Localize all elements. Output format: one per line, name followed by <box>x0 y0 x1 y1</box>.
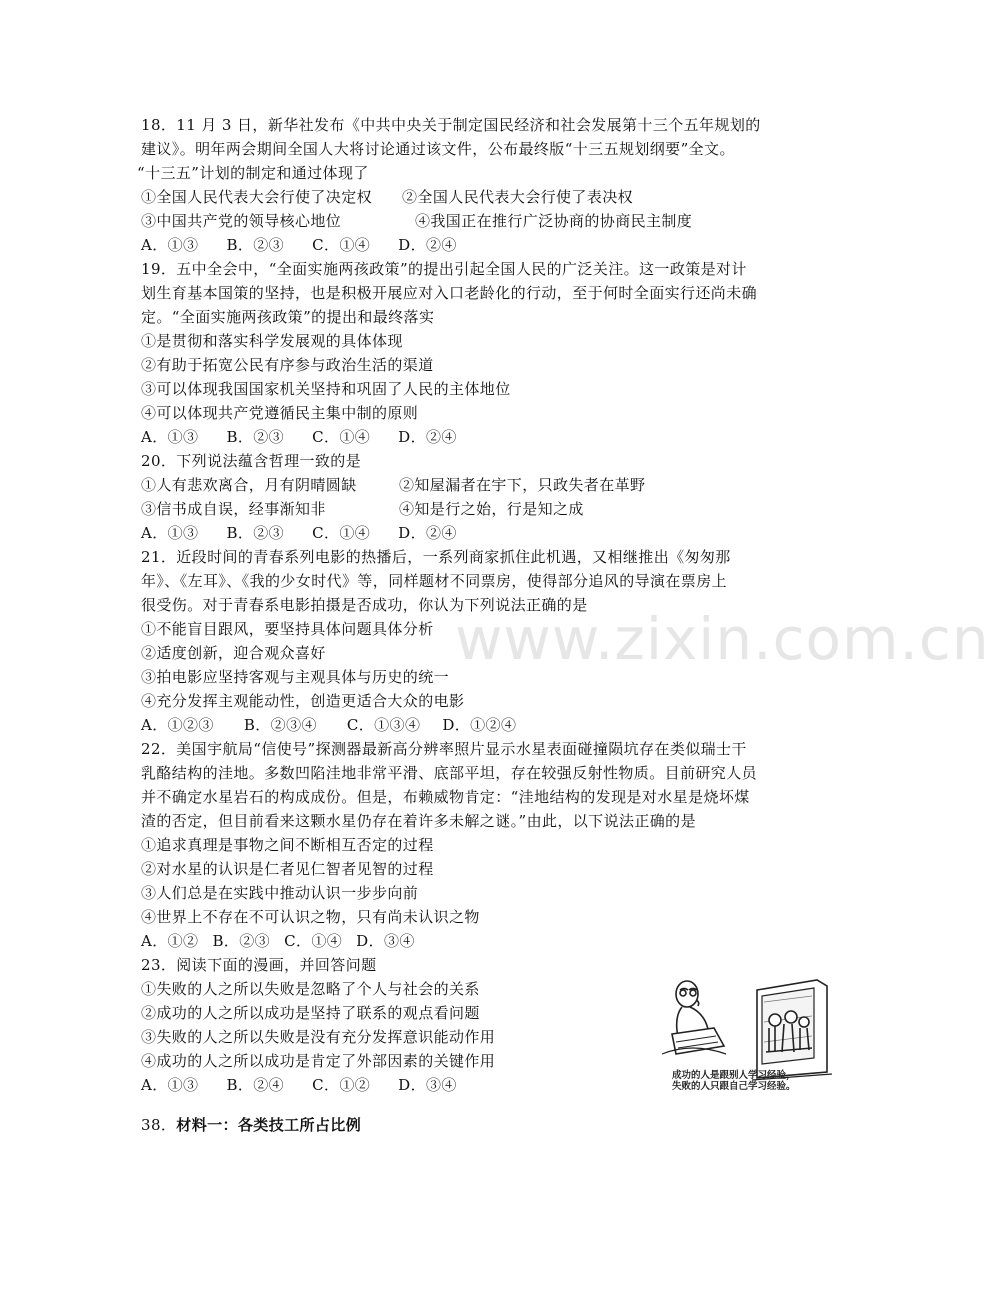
choice-b: B．②④ <box>226 1076 285 1094</box>
choice-d: D．①②④ <box>442 716 517 734</box>
option-line: ③人们总是在实践中推动认识一步步向前 <box>141 884 419 902</box>
option-line: ②对水星的认识是仁者见仁智者见智的过程 <box>141 860 434 878</box>
choices-line <box>141 523 457 543</box>
choice-a: A．①③ <box>141 524 199 542</box>
choice-c: C．①④ <box>312 524 371 542</box>
choice-b: B．②③④ <box>243 716 317 734</box>
choices-line <box>141 931 415 951</box>
question-stem-line: “十三五”计划的制定和通过体现了 <box>137 164 369 182</box>
choice-d: D．②④ <box>398 428 457 446</box>
option-line <box>141 187 633 207</box>
option-1: ①全国人民代表大会行使了决定权 <box>141 188 373 206</box>
question-stem-line: 乳酪结构的洼地。多数凹陷洼地非常平滑、底部平坦，存在较强反射性物质。目前研究人员 <box>141 764 758 782</box>
choice-d: D．③④ <box>356 932 415 950</box>
option-2: ②全国人民代表大会行使了表决权 <box>402 188 634 206</box>
choices-line <box>141 715 516 735</box>
question-stem-line: 建议》。明年两会期间全国人大将讨论通过该文件，公布最终版“十三五规划纲要”全文。 <box>141 140 735 158</box>
option-4: ④知是行之始，行是知之成 <box>399 500 584 518</box>
choice-c: C．①② <box>312 1076 371 1094</box>
option-line: ④成功的人之所以成功是肯定了外部因素的关键作用 <box>141 1052 496 1070</box>
option-line: ③可以体现我国国家机关坚持和巩固了人民的主体地位 <box>141 380 511 398</box>
cartoon-caption-line: 成功的人是跟别人学习经验， <box>672 1070 796 1081</box>
choices-line <box>141 427 457 447</box>
option-line: ④世界上不存在不可认识之物，只有尚未认识之物 <box>141 908 480 926</box>
question-38-number: 38． <box>141 1116 177 1134</box>
choices-line <box>141 1075 457 1095</box>
option-3: ③信书成自误，经事渐知非 <box>141 500 326 518</box>
option-line: ③失败的人之所以失败是没有充分发挥意识能动作用 <box>141 1028 496 1046</box>
option-line: ②有助于拓宽公民有序参与政治生活的渠道 <box>141 356 434 374</box>
option-line: ④充分发挥主观能动性，创造更适合大众的电影 <box>141 692 465 710</box>
option-line: ①是贯彻和落实科学发展观的具体体现 <box>141 332 403 350</box>
choice-b: B．②③ <box>212 932 271 950</box>
question-stem-line: 很受伤。对于青春系电影拍摄是否成功，你认为下列说法正确的是 <box>141 596 588 614</box>
option-line: ②成功的人之所以成功是坚持了联系的观点看问题 <box>141 1004 480 1022</box>
option-line: ②适度创新，迎合观众喜好 <box>141 644 326 662</box>
option-line <box>141 499 584 519</box>
option-line <box>141 211 692 231</box>
choice-d: D．②④ <box>398 524 457 542</box>
option-2: ②知屋漏者在宇下，只政失者在革野 <box>399 476 646 494</box>
choice-c: C．①④ <box>284 932 343 950</box>
choice-a: A．①③ <box>141 236 199 254</box>
question-stem-line: 并不确定水星岩石的构成成份。但是，布赖威物肯定：“洼地结构的发现是对水星是烧坏煤 <box>141 788 750 806</box>
question-38-heading <box>141 1115 361 1135</box>
choice-a: A．①③ <box>141 1076 199 1094</box>
material-one-title: 材料一：各类技工所占比例 <box>176 1116 362 1134</box>
question-stem-line: 渣的否定，但目前看来这颗水星仍存在着许多未解之谜。”由此，以下说法正确的是 <box>141 812 696 830</box>
choice-a: A．①② <box>141 932 199 950</box>
choice-d: D．②④ <box>398 236 457 254</box>
option-4: ④我国正在推行广泛协商的协商民主制度 <box>415 212 693 230</box>
question-stem-line: 23．阅读下面的漫画，并回答问题 <box>141 956 377 974</box>
question-stem-line: 年》、《左耳》、《我的少女时代》等，同样题材不同票房，使得部分追风的导演在票房上 <box>141 572 728 590</box>
option-line: ④可以体现共产党遵循民主集中制的原则 <box>141 404 419 422</box>
watermark: www.zixin.com.cn <box>455 605 990 673</box>
question-stem-line: 21．近段时间的青春系列电影的热播后，一系列商家抓住此机遇，又相继推出《匆匆那 <box>141 548 731 566</box>
choices-line <box>141 235 457 255</box>
option-line: ①追求真理是事物之间不断相互否定的过程 <box>141 836 434 854</box>
choice-a: A．①③ <box>141 428 199 446</box>
question-stem-line: 19．五中全会中，“全面实施两孩政策”的提出引起全国人民的广泛关注。这一政策是对计 <box>141 260 747 278</box>
choice-b: B．②③ <box>226 524 285 542</box>
option-line: ③拍电影应坚持客观与主观具体与历史的统一 <box>141 668 450 686</box>
option-1: ①人有悲欢离合，月有阴晴圆缺 <box>141 476 357 494</box>
choice-b: B．②③ <box>226 428 285 446</box>
choice-d: D．③④ <box>398 1076 457 1094</box>
choice-c: C．①④ <box>312 236 371 254</box>
option-3: ③中国共产党的领导核心地位 <box>141 212 342 230</box>
group-room-figure <box>752 980 832 1080</box>
question-stem-line: 18．11 月 3 日，新华社发布《中共中央关于制定国民经济和社会发展第十三个五年规划的 <box>141 116 761 134</box>
reading-person-figure <box>662 981 726 1054</box>
question-stem-line: 20．下列说法蕴含哲理一致的是 <box>141 452 362 470</box>
question-stem-line: 22．美国宇航局“信使号”探测器最新高分辨率照片显示水星表面碰撞陨坑存在类似瑞士干 <box>141 740 747 758</box>
option-line: ①不能盲目跟风，要坚持具体问题具体分析 <box>141 620 434 638</box>
question-stem-line: 划生育基本国策的坚持，也是积极开展应对入口老龄化的行动，至于何时全面实行还尚未确 <box>141 284 758 302</box>
question-stem-line: 定。“全面实施两孩政策”的提出和最终落实 <box>141 308 435 326</box>
choice-b: B．②③ <box>226 236 285 254</box>
cartoon-caption-line: 失败的人只跟自己学习经验。 <box>672 1081 796 1092</box>
option-line <box>141 475 645 495</box>
choice-a: A．①②③ <box>141 716 214 734</box>
option-line: ①失败的人之所以失败是忽略了个人与社会的关系 <box>141 980 480 998</box>
choice-c: C．①③④ <box>346 716 421 734</box>
choice-c: C．①④ <box>312 428 371 446</box>
